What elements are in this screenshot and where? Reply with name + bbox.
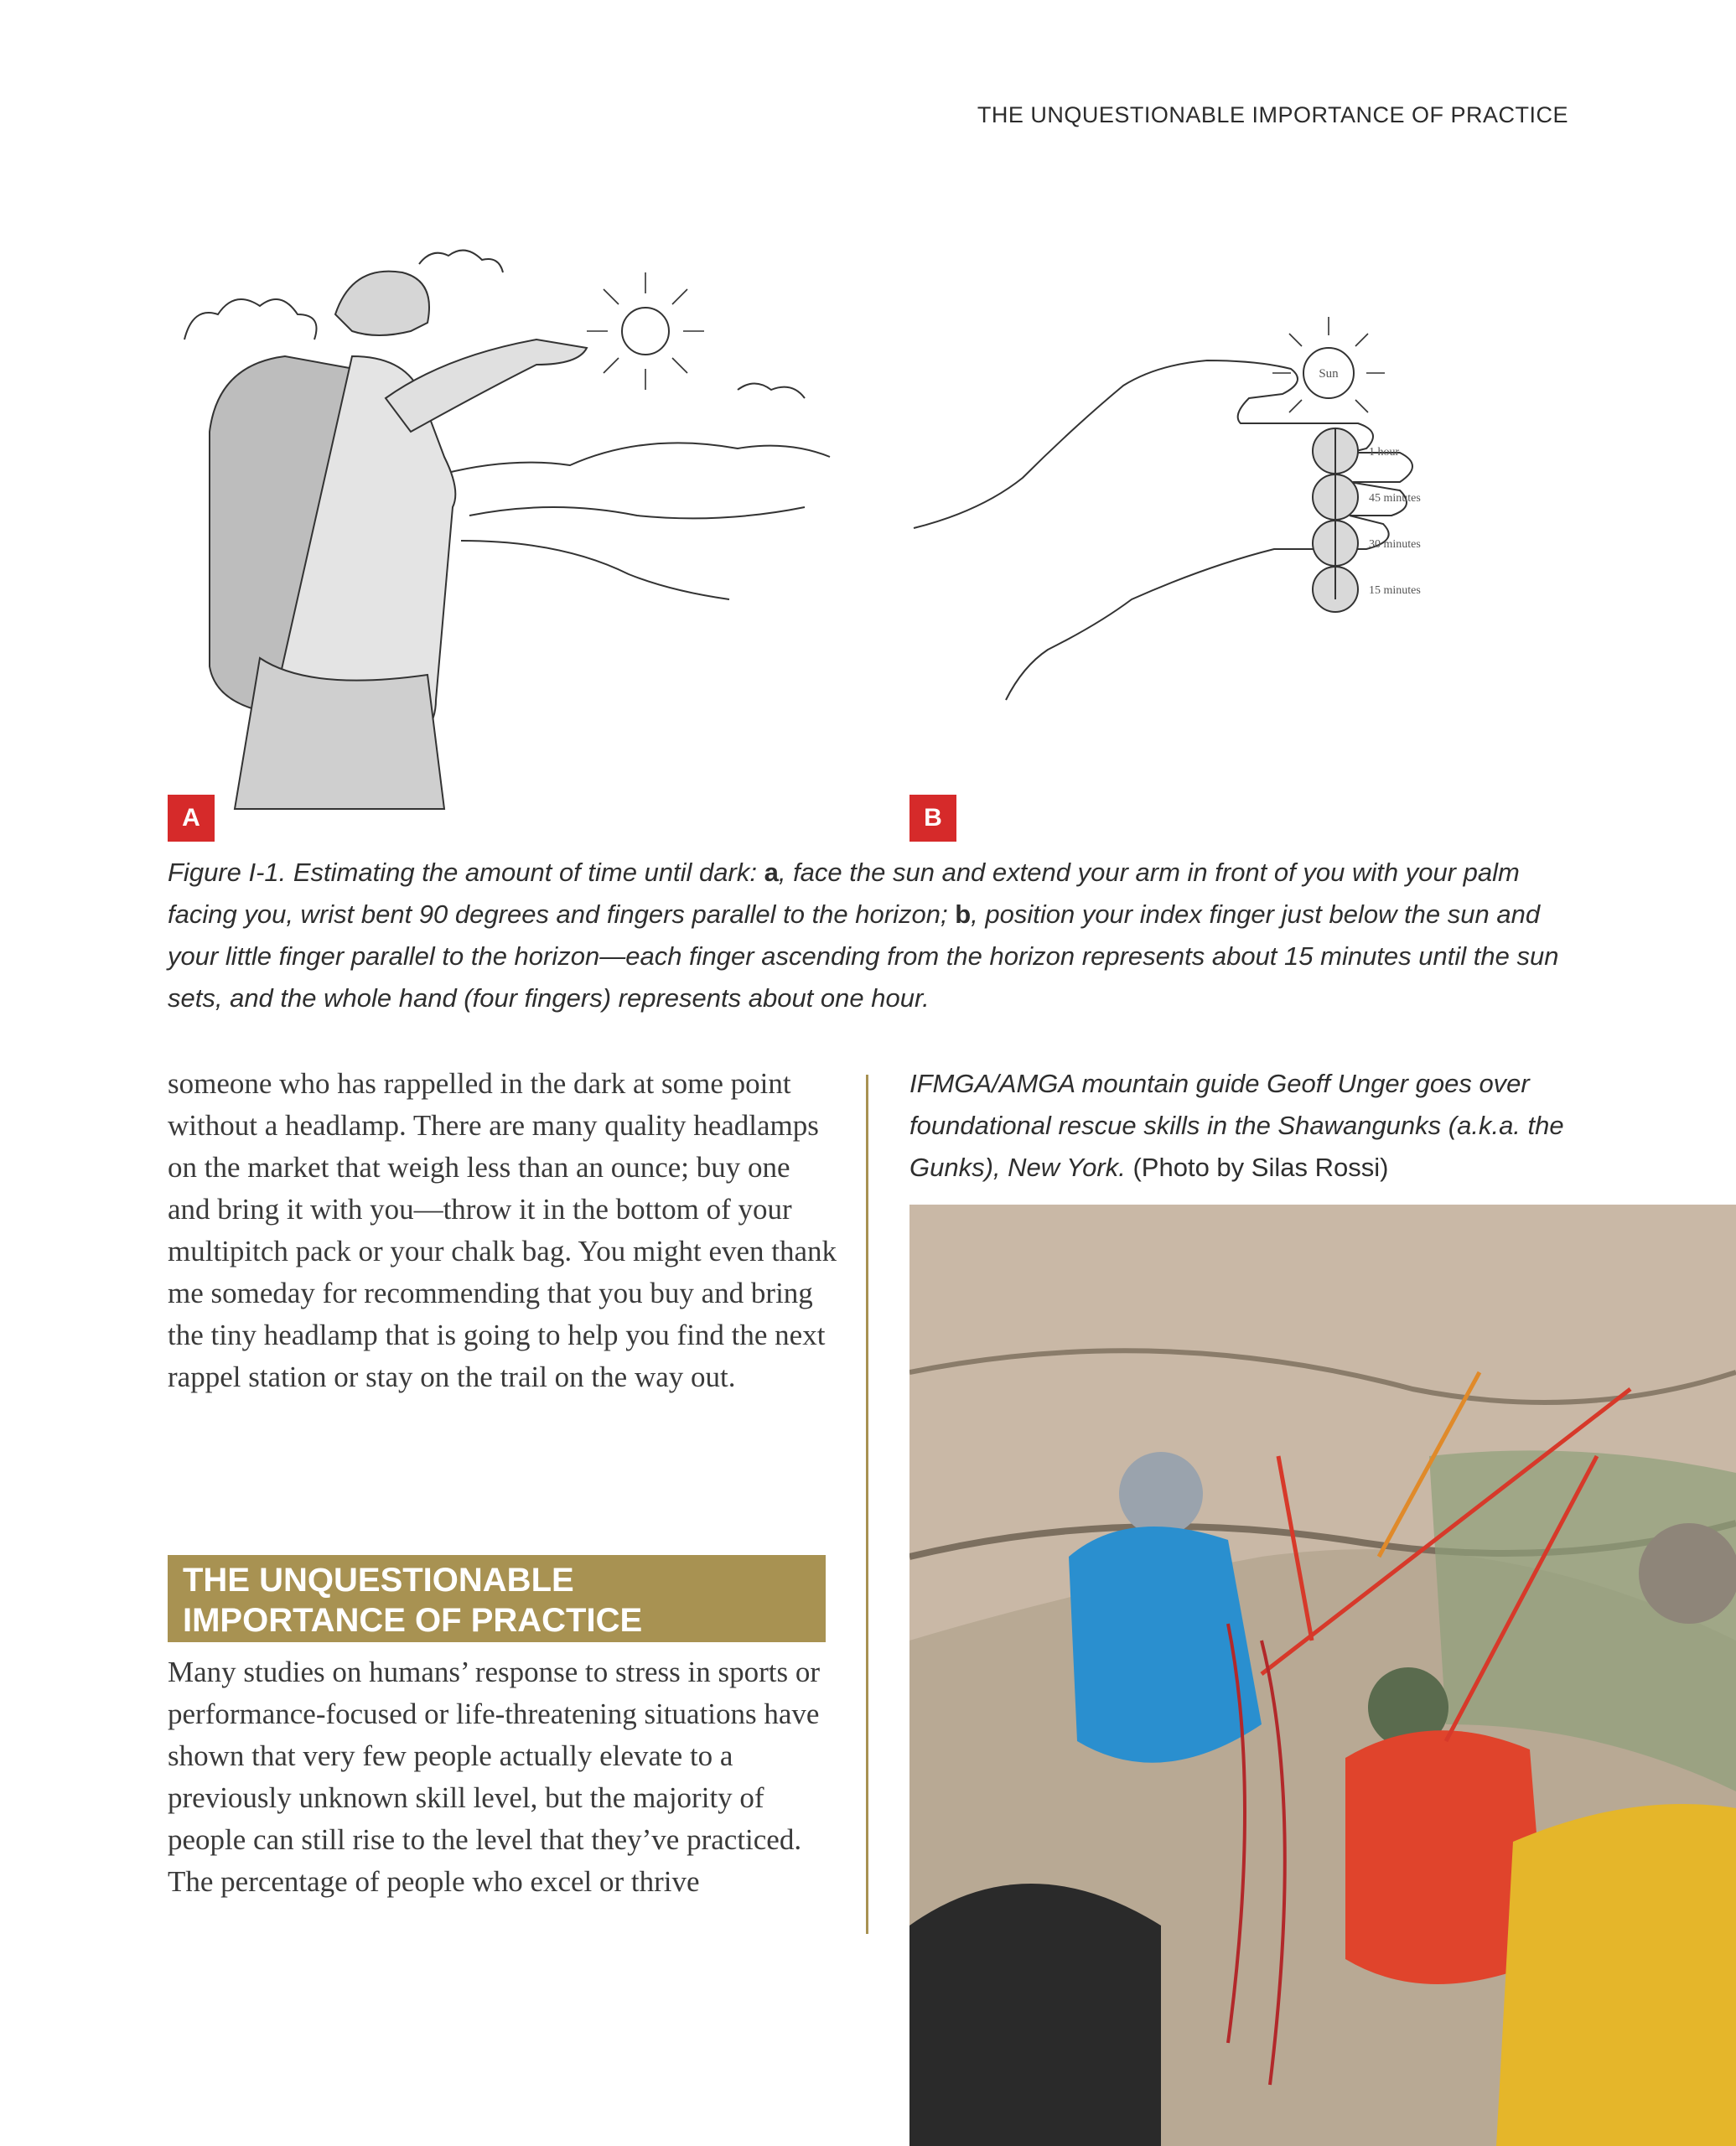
hand-label-1-hour: 1 hour [1369, 446, 1400, 459]
hand-label-15-minutes: 15 minutes [1369, 584, 1421, 597]
panel-label-a: A [168, 795, 215, 842]
climbing-rescue-photo [909, 1205, 1736, 2146]
body-paragraph-2: Many studies on humans’ response to stress in sports or performance-focused or life-threatening situations have shown that very few people actually elevate to a previously unknown skill level, but the majority of people can still rise to the level that they’ve practiced. The percentage of people who excel or thrive [168, 1656, 821, 1898]
sun-icon [587, 272, 704, 390]
sun-icon [1272, 317, 1385, 412]
hand-label-45-minutes: 45 minutes [1369, 492, 1421, 505]
hand-label-30-minutes: 30 minutes [1369, 538, 1421, 551]
column-divider [866, 1075, 868, 1934]
hand-measure-illustration [905, 302, 1492, 738]
sun-label: Sun [1319, 367, 1339, 381]
figure-caption: Figure I-1. Estimating the amount of time until dark: a, face the sun and extend your arm in front of you with your palm facing you, wrist bent 90 degrees and fingers parallel to the horizon; b, position your index finger just below the sun and your little finger parallel to the horizon—each finger ascending from the horizon represents about 15 minutes until the sun sets, and the whole hand (four fingers) represents about one hour. [168, 858, 1559, 1013]
photo-caption: IFMGA/AMGA mountain guide Geoff Unger goes over foundational rescue skills in the Shawangunks (a.k.a. the Gunks), New York. (Photo by Silas Rossi) [909, 1069, 1564, 1182]
body-paragraph-1: someone who has rappelled in the dark at some point without a headlamp. There are many quality headlamps on the market that weigh less than an ounce; buy one and bring it with you—throw it in the bottom of your multipitch pack or your chalk bag. You might even thank me someday for recommending that you buy and bring the tiny headlamp that is going to help you find the next rappel station or stay on the trail on the way out. [168, 1067, 837, 1393]
section-heading: THE UNQUESTIONABLE IMPORTANCE OF PRACTICE [168, 1555, 826, 1642]
panel-label-b: B [909, 795, 956, 842]
running-head: THE UNQUESTIONABLE IMPORTANCE OF PRACTICE [977, 102, 1568, 127]
hiker-sun-illustration [168, 239, 838, 826]
